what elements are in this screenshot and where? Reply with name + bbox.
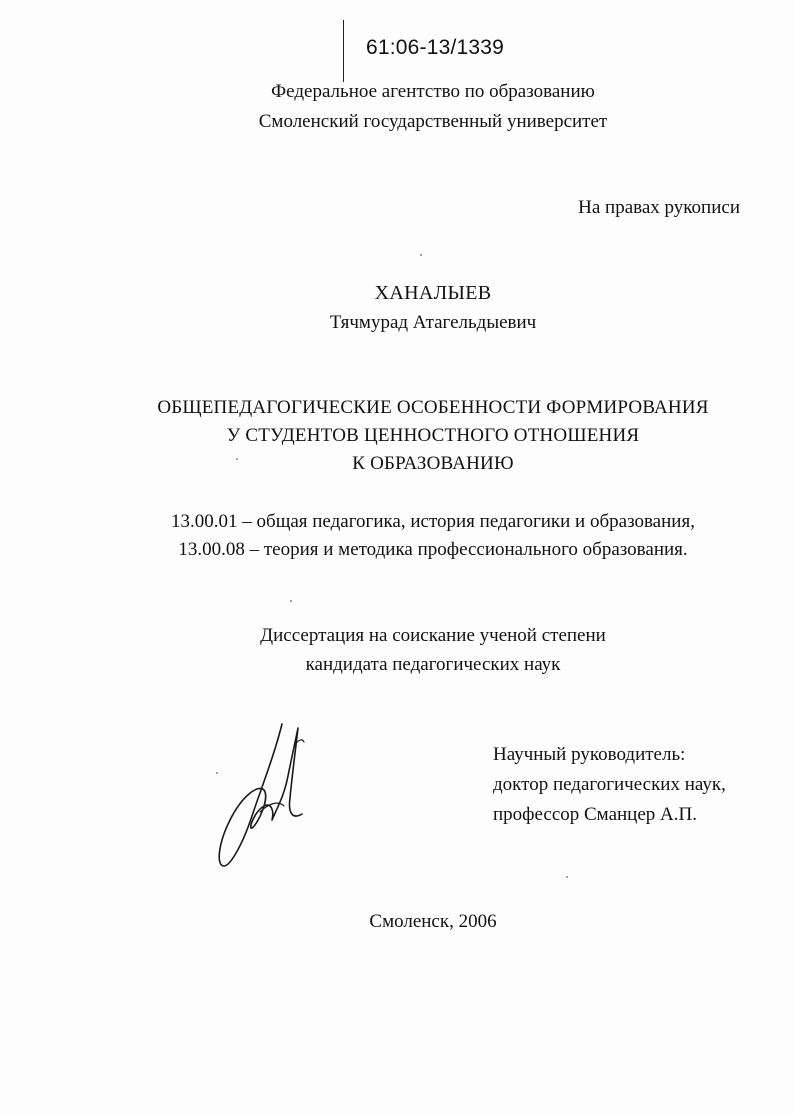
title-line-2: У СТУДЕНТОВ ЦЕННОСТНОГО ОТНОШЕНИЯ: [226, 425, 640, 446]
supervisor-label: Научный руководитель:: [493, 744, 686, 765]
scan-speck: [290, 600, 292, 602]
city-year: Смоленск, 2006: [369, 911, 497, 932]
degree-line-1: Диссертация на соискание ученой степени: [260, 625, 606, 646]
agency-name: Федеральное агентство по образованию: [271, 81, 595, 102]
archive-stamp-number: 61:06-13/1339: [366, 36, 505, 59]
degree-line-2: кандидата педагогических наук: [305, 654, 561, 675]
scan-speck: [420, 254, 422, 256]
university-name: Смоленский государственный университет: [258, 111, 608, 132]
author-surname: ХАНАЛЫЕВ: [374, 282, 492, 304]
scan-speck: [216, 772, 218, 774]
handwritten-signature: [212, 716, 322, 876]
supervisor-degree: доктор педагогических наук,: [493, 774, 726, 795]
supervisor-name: профессор Сманцер А.П.: [493, 804, 697, 825]
author-given-names: Тячмурад Атагельдыевич: [329, 312, 537, 333]
title-line-3: К ОБРАЗОВАНИЮ: [352, 453, 514, 474]
manuscript-note: На правах рукописи: [578, 197, 740, 218]
scan-speck: [566, 876, 568, 878]
title-line-1: ОБЩЕПЕДАГОГИЧЕСКИЕ ОСОБЕННОСТИ ФОРМИРОВАНИЯ: [157, 397, 709, 418]
supervisor-block: [493, 740, 726, 830]
scan-speck: [236, 458, 238, 460]
specialty-line-1: 13.00.01 – общая педагогика, история педагогики и образования,: [171, 511, 695, 532]
specialty-line-2: 13.00.08 – теория и методика профессионального образования.: [178, 539, 688, 560]
stamp-divider: [343, 20, 344, 82]
